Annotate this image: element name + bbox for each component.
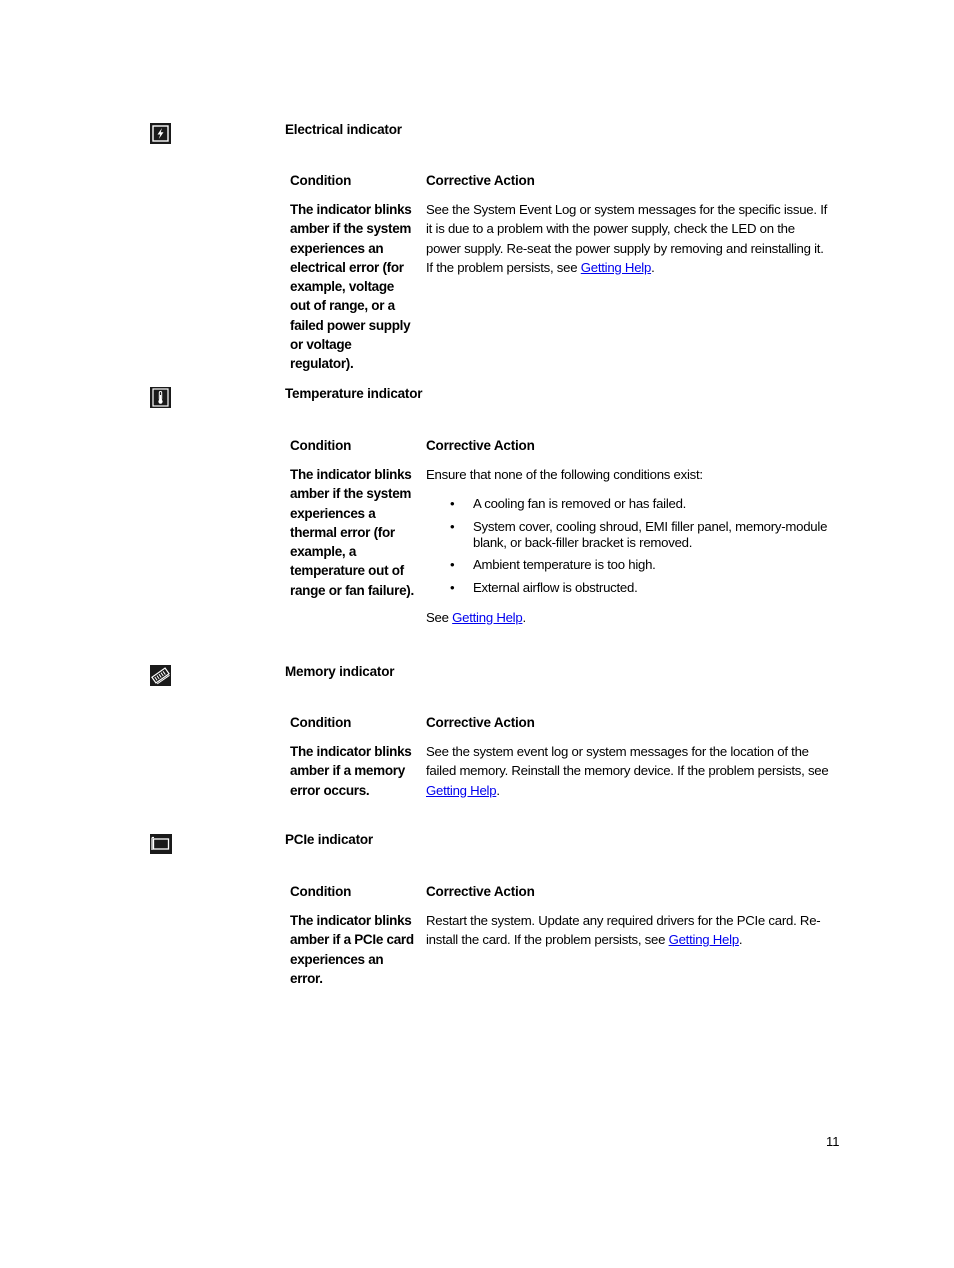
condition-text: The indicator blinks amber if the system experiences a thermal error (for example, a temperature out of range or fan failure). bbox=[290, 467, 414, 598]
action-end: . bbox=[522, 609, 526, 625]
action-paragraph bbox=[426, 911, 830, 950]
action-end: . bbox=[651, 259, 655, 275]
getting-help-link[interactable]: Getting Help bbox=[668, 932, 739, 948]
electrical-icon bbox=[150, 123, 171, 144]
action-text: See the system event log or system messages for the location of the failed memory. Reinstall the memory device. If the problem persists, see bbox=[426, 744, 829, 779]
pcie-card-icon bbox=[150, 834, 172, 854]
action-end: . bbox=[738, 932, 743, 948]
condition-text: The indicator blinks amber if a PCIe card experiences an error. bbox=[290, 913, 414, 986]
section-heading: Electrical indicator bbox=[285, 122, 402, 137]
action-header: Corrective Action bbox=[426, 715, 535, 730]
memory-icon bbox=[150, 665, 171, 686]
action-cell bbox=[426, 742, 830, 800]
getting-help-link[interactable]: Getting Help bbox=[452, 609, 523, 625]
section-heading: Temperature indicator bbox=[285, 386, 423, 401]
list-item: • External airflow is obstructed. bbox=[426, 580, 830, 596]
list-item: • System cover, cooling shroud, EMI filler panel, memory-module blank, or back-filler bracket is removed. bbox=[426, 519, 830, 551]
condition-header: Condition bbox=[290, 715, 352, 730]
getting-help-link[interactable]: Getting Help bbox=[580, 259, 652, 275]
action-paragraph bbox=[426, 200, 830, 277]
action-cell bbox=[426, 911, 830, 950]
condition-text: The indicator blinks amber if the system experiences an electrical error (for example, voltage out of range, or a failed power supply or voltage regulator). bbox=[290, 202, 412, 372]
page-number: 11 bbox=[826, 1134, 840, 1149]
see-prefix: See bbox=[426, 609, 453, 625]
action-header: Corrective Action bbox=[426, 884, 535, 899]
list-item: • A cooling fan is removed or has failed. bbox=[426, 496, 830, 512]
action-end: . bbox=[496, 782, 500, 798]
condition-text: The indicator blinks amber if a memory error occurs. bbox=[290, 744, 412, 798]
list-item: • Ambient temperature is too high. bbox=[426, 557, 830, 573]
section-heading: Memory indicator bbox=[285, 664, 395, 679]
action-header: Corrective Action bbox=[426, 173, 535, 188]
action-cell bbox=[426, 465, 830, 627]
section-heading: PCIe indicator bbox=[285, 832, 373, 847]
thermometer-icon bbox=[150, 387, 171, 408]
conditions-list bbox=[426, 496, 830, 596]
condition-header: Condition bbox=[290, 438, 352, 453]
action-text: See the System Event Log or system messages for the specific issue. If it is due to a problem with the power supply, check the LED on the power supply. Re-seat the power supply by removing and reinstalling it. If the problem persists, see bbox=[426, 202, 828, 275]
condition-header: Condition bbox=[290, 884, 352, 899]
action-intro: Ensure that none of the following conditions exist: bbox=[426, 467, 703, 482]
condition-header: Condition bbox=[290, 173, 352, 188]
see-paragraph bbox=[426, 608, 830, 627]
action-cell bbox=[426, 200, 830, 277]
action-header: Corrective Action bbox=[426, 438, 535, 453]
action-text: Restart the system. Update any required drivers for the PCIe card. Re-install the card. If the problem persists, see bbox=[426, 913, 821, 948]
action-paragraph bbox=[426, 742, 830, 800]
getting-help-link[interactable]: Getting Help bbox=[426, 782, 497, 798]
